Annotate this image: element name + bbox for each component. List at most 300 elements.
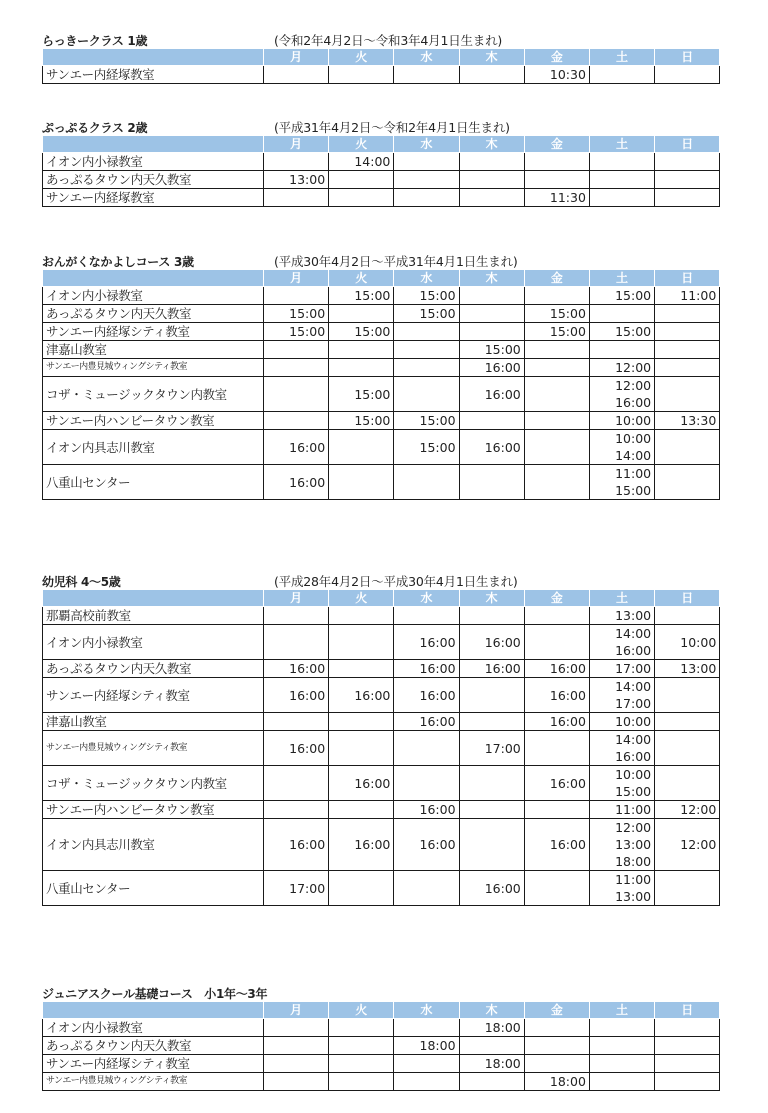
lesson-time: 15:00 (615, 288, 652, 303)
time-cell (589, 1073, 654, 1091)
time-cell (589, 660, 654, 678)
section-title-row (42, 251, 720, 269)
time-cell (329, 713, 394, 731)
lesson-time: 15:00 (419, 288, 456, 303)
table-row (43, 66, 720, 84)
time-cell (524, 1073, 589, 1091)
time-cell (394, 1037, 459, 1055)
section-title: ぷっぷるクラス 2歳 (42, 121, 148, 135)
section-puppuru-class (42, 117, 720, 207)
lesson-time: 16:00 (419, 634, 456, 650)
classroom-name: サンエー内経塚シティ教室 (43, 678, 264, 713)
header-row (43, 49, 720, 66)
time-cell (655, 607, 720, 625)
time-cell (394, 713, 459, 731)
time-cell (329, 377, 394, 412)
time-cell (329, 801, 394, 819)
time-cell (394, 1019, 459, 1037)
header-day: 木 (459, 136, 524, 153)
time-cell (459, 625, 524, 660)
header-day: 金 (524, 49, 589, 66)
lesson-time: 12:00 (680, 802, 717, 817)
time-cell (264, 819, 329, 871)
lesson-time: 16:00 (484, 386, 521, 402)
classroom-name: サンエー内豊見城ウィングシティ教室 (43, 1073, 264, 1091)
header-day: 木 (459, 270, 524, 287)
time-cell (655, 430, 720, 465)
time-cell (589, 465, 654, 500)
time-cell (329, 625, 394, 660)
time-cell (459, 66, 524, 84)
time-cell (394, 153, 459, 171)
time-cell (655, 766, 720, 801)
header-blank (43, 49, 264, 66)
time-cell (524, 377, 589, 412)
header-day: 火 (329, 49, 394, 66)
time-cell (459, 1073, 524, 1091)
time-cell (394, 660, 459, 678)
time-cell (655, 323, 720, 341)
schedule-table (42, 1001, 720, 1091)
time-cell (524, 819, 589, 871)
lesson-time: 16:00 (615, 643, 652, 658)
lesson-time: 15:00 (289, 324, 326, 339)
time-cell (524, 465, 589, 500)
header-day: 月 (264, 590, 329, 607)
time-cell (589, 377, 654, 412)
time-cell (589, 323, 654, 341)
time-cell (264, 287, 329, 305)
time-cell (394, 819, 459, 871)
time-cell (394, 171, 459, 189)
time-cell (524, 341, 589, 359)
header-blank (43, 1002, 264, 1019)
lesson-time: 15:00 (549, 324, 586, 339)
header-day: 水 (394, 49, 459, 66)
lesson-time: 16:00 (354, 687, 391, 703)
table-row (43, 323, 720, 341)
time-cell (589, 66, 654, 84)
time-cell (264, 153, 329, 171)
classroom-name: 津嘉山教室 (43, 713, 264, 731)
header-day: 月 (264, 136, 329, 153)
header-row (43, 1002, 720, 1019)
header-day: 火 (329, 270, 394, 287)
schedule-table (42, 589, 720, 906)
classroom-name: サンエー内経塚シティ教室 (43, 1055, 264, 1073)
classroom-name: イオン内小禄教室 (43, 153, 264, 171)
time-cell (264, 713, 329, 731)
time-cell (459, 171, 524, 189)
time-cell (459, 731, 524, 766)
header-day: 月 (264, 49, 329, 66)
lesson-time: 14:00 (615, 679, 652, 694)
header-day: 木 (459, 590, 524, 607)
classroom-name: あっぷるタウン内天久教室 (43, 1037, 264, 1055)
lesson-time: 16:00 (484, 880, 521, 896)
lesson-time: 18:00 (615, 854, 652, 869)
section-title: ジュニアスクール基礎コース 小1年～3年 (42, 987, 268, 1001)
time-cell (589, 871, 654, 906)
lesson-time: 15:00 (615, 784, 652, 799)
time-cell (589, 412, 654, 430)
lesson-time: 16:00 (484, 661, 521, 676)
header-day: 木 (459, 49, 524, 66)
table-row (43, 189, 720, 207)
time-cell (394, 625, 459, 660)
time-cell (264, 1019, 329, 1037)
section-title: 幼児科 4～5歳 (42, 575, 121, 589)
time-cell (329, 1073, 394, 1091)
time-cell (524, 171, 589, 189)
time-cell (655, 731, 720, 766)
lesson-time: 16:00 (354, 837, 391, 852)
time-cell (459, 660, 524, 678)
time-cell (655, 412, 720, 430)
time-cell (524, 731, 589, 766)
lesson-time: 13:00 (680, 661, 717, 676)
time-cell (394, 287, 459, 305)
time-cell (329, 819, 394, 871)
time-cell (329, 660, 394, 678)
time-cell (524, 1037, 589, 1055)
time-cell (264, 412, 329, 430)
table-row (43, 819, 720, 871)
time-cell (264, 305, 329, 323)
time-cell (459, 430, 524, 465)
time-cell (459, 1019, 524, 1037)
lesson-time: 17:00 (484, 740, 521, 756)
section-title-row (42, 983, 720, 1001)
lesson-time: 16:00 (419, 837, 456, 852)
classroom-name: あっぷるタウン内天久教室 (43, 660, 264, 678)
classroom-name: イオン内具志川教室 (43, 819, 264, 871)
time-cell (655, 819, 720, 871)
time-cell (524, 287, 589, 305)
lesson-time: 18:00 (549, 1074, 586, 1089)
classroom-name: サンエー内経塚シティ教室 (43, 323, 264, 341)
time-cell (589, 625, 654, 660)
lesson-time: 11:00 (680, 288, 717, 303)
lesson-time: 18:00 (484, 1020, 521, 1035)
classroom-name: サンエー内経塚教室 (43, 189, 264, 207)
time-cell (394, 731, 459, 766)
table-row (43, 305, 720, 323)
header-day: 水 (394, 590, 459, 607)
time-cell (589, 189, 654, 207)
lesson-time: 13:00 (289, 172, 326, 187)
time-cell (329, 287, 394, 305)
time-cell (394, 377, 459, 412)
time-cell (459, 377, 524, 412)
lesson-time: 16:00 (549, 775, 586, 791)
time-cell (589, 801, 654, 819)
section-title-row (42, 571, 720, 589)
time-cell (264, 1073, 329, 1091)
lesson-time: 15:00 (354, 324, 391, 339)
time-cell (264, 678, 329, 713)
table-row (43, 1055, 720, 1073)
time-cell (524, 678, 589, 713)
time-cell (459, 305, 524, 323)
time-cell (655, 871, 720, 906)
table-row (43, 359, 720, 377)
lesson-time: 13:00 (615, 608, 652, 623)
time-cell (459, 871, 524, 906)
time-cell (589, 1055, 654, 1073)
time-cell (459, 465, 524, 500)
table-row (43, 731, 720, 766)
time-cell (394, 871, 459, 906)
lesson-time: 16:00 (289, 837, 326, 852)
time-cell (655, 377, 720, 412)
time-cell (264, 171, 329, 189)
section-title: らっきークラス 1歳 (42, 34, 148, 48)
lesson-time: 17:00 (615, 696, 652, 711)
time-cell (655, 1019, 720, 1037)
classroom-name: 八重山センター (43, 871, 264, 906)
time-cell (459, 189, 524, 207)
section-title-row (42, 30, 720, 48)
time-cell (589, 819, 654, 871)
lesson-time: 15:00 (484, 342, 521, 357)
time-cell (264, 430, 329, 465)
lesson-time: 12:00 (615, 378, 652, 393)
table-row (43, 171, 720, 189)
section-ongaku-nakayoshi-course (42, 251, 720, 500)
header-row (43, 270, 720, 287)
classroom-name: コザ・ミュージックタウン内教室 (43, 377, 264, 412)
time-cell (329, 323, 394, 341)
birth-date-range: (平成28年4月2日～平成30年4月1日生まれ) (274, 574, 518, 589)
header-day: 月 (264, 1002, 329, 1019)
time-cell (394, 678, 459, 713)
time-cell (655, 359, 720, 377)
time-cell (655, 305, 720, 323)
lesson-time: 14:00 (354, 154, 391, 169)
time-cell (264, 766, 329, 801)
time-cell (264, 871, 329, 906)
header-day: 土 (589, 1002, 654, 1019)
time-cell (589, 171, 654, 189)
lesson-time: 15:00 (354, 288, 391, 303)
lesson-time: 18:00 (484, 1056, 521, 1071)
table-row (43, 625, 720, 660)
time-cell (264, 1055, 329, 1073)
time-cell (329, 1037, 394, 1055)
time-cell (264, 625, 329, 660)
lesson-time: 13:00 (615, 889, 652, 904)
lesson-time: 10:00 (615, 767, 652, 782)
time-cell (264, 607, 329, 625)
table-row (43, 465, 720, 500)
time-cell (524, 801, 589, 819)
table-row (43, 430, 720, 465)
time-cell (459, 323, 524, 341)
lesson-time: 18:00 (419, 1038, 456, 1053)
time-cell (524, 412, 589, 430)
lesson-time: 12:00 (680, 837, 717, 852)
lesson-time: 16:00 (419, 687, 456, 703)
time-cell (589, 766, 654, 801)
lesson-time: 10:00 (615, 413, 652, 428)
header-row (43, 136, 720, 153)
time-cell (264, 465, 329, 500)
time-cell (264, 1037, 329, 1055)
time-cell (329, 305, 394, 323)
lesson-time: 16:00 (419, 802, 456, 817)
time-cell (459, 287, 524, 305)
time-cell (394, 1073, 459, 1091)
classroom-name: イオン内小禄教室 (43, 625, 264, 660)
time-cell (524, 1019, 589, 1037)
time-cell (329, 189, 394, 207)
time-cell (329, 871, 394, 906)
time-cell (459, 607, 524, 625)
lesson-time: 10:30 (549, 67, 586, 82)
time-cell (394, 341, 459, 359)
table-row (43, 607, 720, 625)
time-cell (524, 1055, 589, 1073)
time-cell (524, 66, 589, 84)
time-cell (329, 1019, 394, 1037)
lesson-time: 14:00 (615, 732, 652, 747)
birth-date-range: (平成31年4月2日～令和2年4月1日生まれ) (274, 120, 510, 135)
classroom-name: サンエー内ハンビータウン教室 (43, 801, 264, 819)
lesson-time: 16:00 (289, 439, 326, 455)
section-title-row (42, 117, 720, 135)
time-cell (655, 1055, 720, 1073)
classroom-name: イオン内小禄教室 (43, 1019, 264, 1037)
time-cell (264, 731, 329, 766)
time-cell (589, 1019, 654, 1037)
header-day: 金 (524, 136, 589, 153)
header-day: 日 (655, 136, 720, 153)
classroom-name: あっぷるタウン内天久教室 (43, 305, 264, 323)
table-row (43, 678, 720, 713)
lesson-time: 10:00 (680, 634, 717, 650)
time-cell (655, 1073, 720, 1091)
table-row (43, 871, 720, 906)
time-cell (394, 607, 459, 625)
table-row (43, 713, 720, 731)
lesson-time: 15:00 (354, 413, 391, 428)
classroom-name: イオン内具志川教室 (43, 430, 264, 465)
section-rakki-class (42, 30, 720, 84)
table-row (43, 287, 720, 305)
lesson-time: 15:00 (354, 386, 391, 402)
time-cell (394, 1055, 459, 1073)
lesson-time: 11:30 (549, 190, 586, 205)
header-day: 火 (329, 136, 394, 153)
header-day: 日 (655, 270, 720, 287)
section-title: おんがくなかよしコース 3歳 (42, 255, 194, 269)
lesson-time: 15:00 (419, 439, 456, 455)
time-cell (329, 341, 394, 359)
table-row (43, 766, 720, 801)
classroom-name: 津嘉山教室 (43, 341, 264, 359)
lesson-time: 14:00 (615, 448, 652, 463)
lesson-time: 16:00 (289, 687, 326, 703)
header-day: 日 (655, 49, 720, 66)
classroom-name: サンエー内豊見城ウィングシティ教室 (43, 359, 264, 377)
time-cell (264, 323, 329, 341)
time-cell (264, 377, 329, 412)
lesson-time: 14:00 (615, 626, 652, 641)
lesson-time: 12:00 (615, 820, 652, 835)
time-cell (394, 430, 459, 465)
time-cell (524, 189, 589, 207)
time-cell (524, 766, 589, 801)
time-cell (329, 66, 394, 84)
time-cell (459, 766, 524, 801)
lesson-time: 16:00 (549, 687, 586, 703)
time-cell (459, 801, 524, 819)
lesson-time: 16:00 (354, 775, 391, 791)
lesson-time: 13:30 (680, 413, 717, 428)
header-day: 金 (524, 1002, 589, 1019)
table-row (43, 377, 720, 412)
header-day: 水 (394, 1002, 459, 1019)
time-cell (394, 412, 459, 430)
lesson-time: 11:00 (615, 872, 652, 887)
lesson-time: 10:00 (615, 431, 652, 446)
lesson-time: 16:00 (549, 837, 586, 852)
header-day: 水 (394, 136, 459, 153)
header-day: 土 (589, 590, 654, 607)
time-cell (459, 819, 524, 871)
time-cell (589, 430, 654, 465)
time-cell (655, 465, 720, 500)
time-cell (394, 323, 459, 341)
lesson-time: 16:00 (615, 395, 652, 410)
lesson-time: 16:00 (549, 661, 586, 676)
time-cell (329, 153, 394, 171)
time-cell (329, 359, 394, 377)
time-cell (589, 153, 654, 171)
lesson-time: 15:00 (615, 324, 652, 339)
header-blank (43, 270, 264, 287)
lesson-time: 16:00 (289, 740, 326, 756)
lesson-time: 16:00 (484, 634, 521, 650)
classroom-name: 那覇高校前教室 (43, 607, 264, 625)
lesson-time: 13:00 (615, 837, 652, 852)
time-cell (394, 766, 459, 801)
lesson-time: 16:00 (289, 661, 326, 676)
time-cell (589, 731, 654, 766)
time-cell (524, 660, 589, 678)
lesson-time: 15:00 (549, 306, 586, 321)
header-day: 日 (655, 1002, 720, 1019)
header-blank (43, 590, 264, 607)
lesson-time: 15:00 (419, 306, 456, 321)
time-cell (329, 731, 394, 766)
time-cell (394, 305, 459, 323)
schedule-table (42, 48, 720, 84)
section-junior-school (42, 983, 720, 1091)
lesson-time: 11:00 (615, 466, 652, 481)
time-cell (589, 287, 654, 305)
header-day: 火 (329, 590, 394, 607)
classroom-name: あっぷるタウン内天久教室 (43, 171, 264, 189)
table-row (43, 1037, 720, 1055)
time-cell (329, 171, 394, 189)
lesson-time: 10:00 (615, 714, 652, 729)
table-row (43, 801, 720, 819)
table-row (43, 153, 720, 171)
time-cell (459, 359, 524, 377)
time-cell (394, 465, 459, 500)
